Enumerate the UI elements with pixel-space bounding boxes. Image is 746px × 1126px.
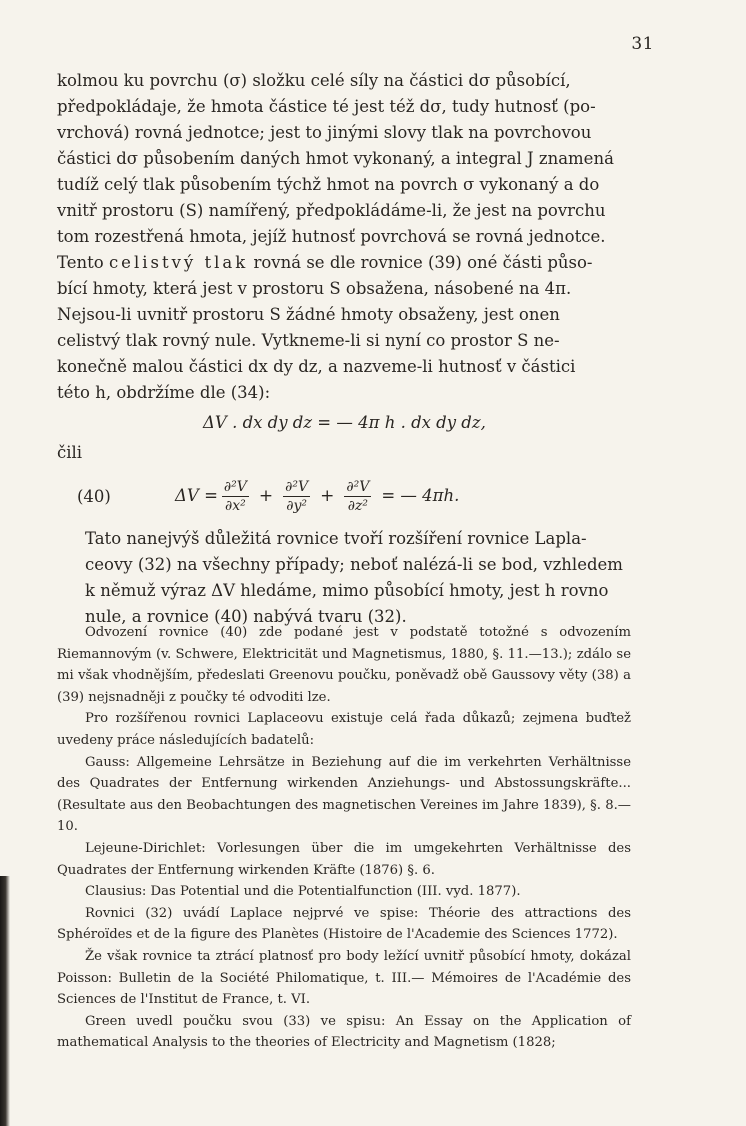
- fraction-numerator: ∂²V: [285, 478, 309, 495]
- page-binding-shadow: [0, 876, 10, 1126]
- cili-label: čili: [57, 443, 83, 462]
- paragraph-2: [57, 526, 631, 630]
- text-fragment: Tento: [57, 253, 104, 272]
- text-line: předpokládaje, že hmota částice té jest též dσ, tudy hutnosť (po-: [57, 97, 596, 116]
- equation-rhs: = — 4πh.: [381, 486, 460, 505]
- text-line: tom rozestřená hmota, jejíž hutnosť povrchová se rovná jednotce.: [57, 227, 606, 246]
- spaced-term: celistvý tlak: [108, 253, 249, 272]
- fraction-denominator: ∂z²: [347, 497, 368, 514]
- text-line: tudíž celý tlak působením týchž hmot na povrch σ vykonaný a do: [57, 175, 600, 194]
- text-line: částici dσ působením daných hmot vykonaný, a integral J znamená: [57, 149, 614, 168]
- text-line: vrchová) rovná jednotce; jest to jinými slovy tlak na povrchovou: [57, 123, 592, 142]
- note-paragraph: Clausius: Das Potential und die Potentialfunction (III. vyd. 1877).: [85, 884, 521, 900]
- note-paragraph: Green uvedl poučku svou (33) ve spisu: An Essay on the Application of mathematical Analysis to the theories of Electricity and Magnetism (1828;: [57, 1013, 631, 1051]
- note-paragraph: Rovnici (32) uvádí Laplace nejprvé ve spise: Théorie des attractions des Sphéroïdes et de la figure des Planètes (Histoire de l'Academie des Sciences 1772).: [57, 905, 631, 943]
- fraction-x: [222, 478, 249, 515]
- equation-number: (40): [77, 487, 111, 506]
- page-number: 31: [631, 34, 654, 54]
- note-paragraph: Odvození rovnice (40) zde podané jest v podstatě totožné s odvozením Riemannovým (v. Schwere, Elektricität und Magnetismus, 1880, §. 11.—13.); zdálo se mi však vhodnějším, předeslati Greenovu poučku, poněvadž obě Gaussovy věty (38) a (39) nejsnadněji z poučky té odvoditi lze.: [57, 625, 631, 705]
- text-line: [57, 250, 631, 276]
- text-line: ceovy (32) na všechny případy; neboť nalézá-li se bod, vzhledem: [85, 555, 623, 574]
- note-paragraph: Pro rozšířenou rovnici Laplaceovu existuje celá řada důkazů; zejmena buďtež uvedeny práce následujících badatelů:: [57, 711, 631, 748]
- text-line: bící hmoty, která jest v prostoru S obsažena, násobené na 4π.: [57, 279, 572, 298]
- fraction-y: [283, 478, 310, 515]
- text-line: Tato nanejvýš důležitá rovnice tvoří rozšíření rovnice Lapla-: [85, 529, 587, 548]
- fraction-denominator: ∂x²: [225, 497, 246, 514]
- equation-40-body: [175, 470, 459, 522]
- fraction-numerator: ∂²V: [223, 478, 247, 495]
- plus-sign: +: [320, 486, 335, 506]
- fraction-numerator: ∂²V: [346, 478, 370, 495]
- equation-1-text: ΔV . dx dy dz = — 4π h . dx dy dz,: [203, 413, 486, 432]
- fraction-z: [344, 478, 371, 515]
- paragraph-1: [57, 68, 631, 406]
- text-line: Nejsou-li uvnitř prostoru S žádné hmoty obsaženy, jest onen: [57, 305, 560, 324]
- text-line: této h, obdržíme dle (34):: [57, 383, 271, 402]
- equation-1: [57, 410, 631, 440]
- text-line: nule, a rovnice (40) nabývá tvaru (32).: [85, 607, 407, 626]
- main-text: [57, 68, 631, 630]
- footnotes: [57, 622, 631, 1054]
- equation-40: [57, 470, 631, 526]
- text-fragment: rovná se dle rovnice (39) oné části půso-: [253, 253, 593, 272]
- text-line: konečně malou částici dx dy dz, a nazveme-li hutnosť v částici: [57, 357, 576, 376]
- note-paragraph: Že však rovnice ta ztrácí platnosť pro body ležící uvnitř působící hmoty, dokázal Poisson: Bulletin de la Société Philomatique, t. III.— Mémoires de l'Académie des Sciences de l'Institut de France, t. VI.: [57, 948, 631, 1008]
- text-line: kolmou ku povrchu (σ) složku celé síly na částici dσ působící,: [57, 71, 571, 90]
- fraction-denominator: ∂y²: [286, 497, 307, 514]
- text-line: vnitř prostoru (S) namířený, předpokládáme-li, že jest na povrchu: [57, 201, 606, 220]
- note-paragraph: Lejeune-Dirichlet: Vorlesungen über die im umgekehrten Verhältnisse des Quadrates der Entfernung wirkenden Kräfte (1876) §. 6.: [57, 840, 631, 878]
- note-paragraph: Gauss: Allgemeine Lehrsätze in Beziehung auf die im verkehrten Verhältnisse des Quadrates der Entfernung wirkenden Anziehungs- und Abstossungskräfte... (Resultate aus den Beobachtungen des magnetischen Vereines im Jahre 1839), §. 8.—10.: [57, 754, 631, 835]
- text-line: k němuž výraz ΔV hledáme, mimo působící hmoty, jest h rovno: [85, 581, 609, 600]
- equation-lhs: ΔV =: [175, 486, 218, 505]
- text-line: celistvý tlak rovný nule. Vytkneme-li si nyní co prostor S ne-: [57, 331, 560, 350]
- plus-sign: +: [258, 486, 274, 506]
